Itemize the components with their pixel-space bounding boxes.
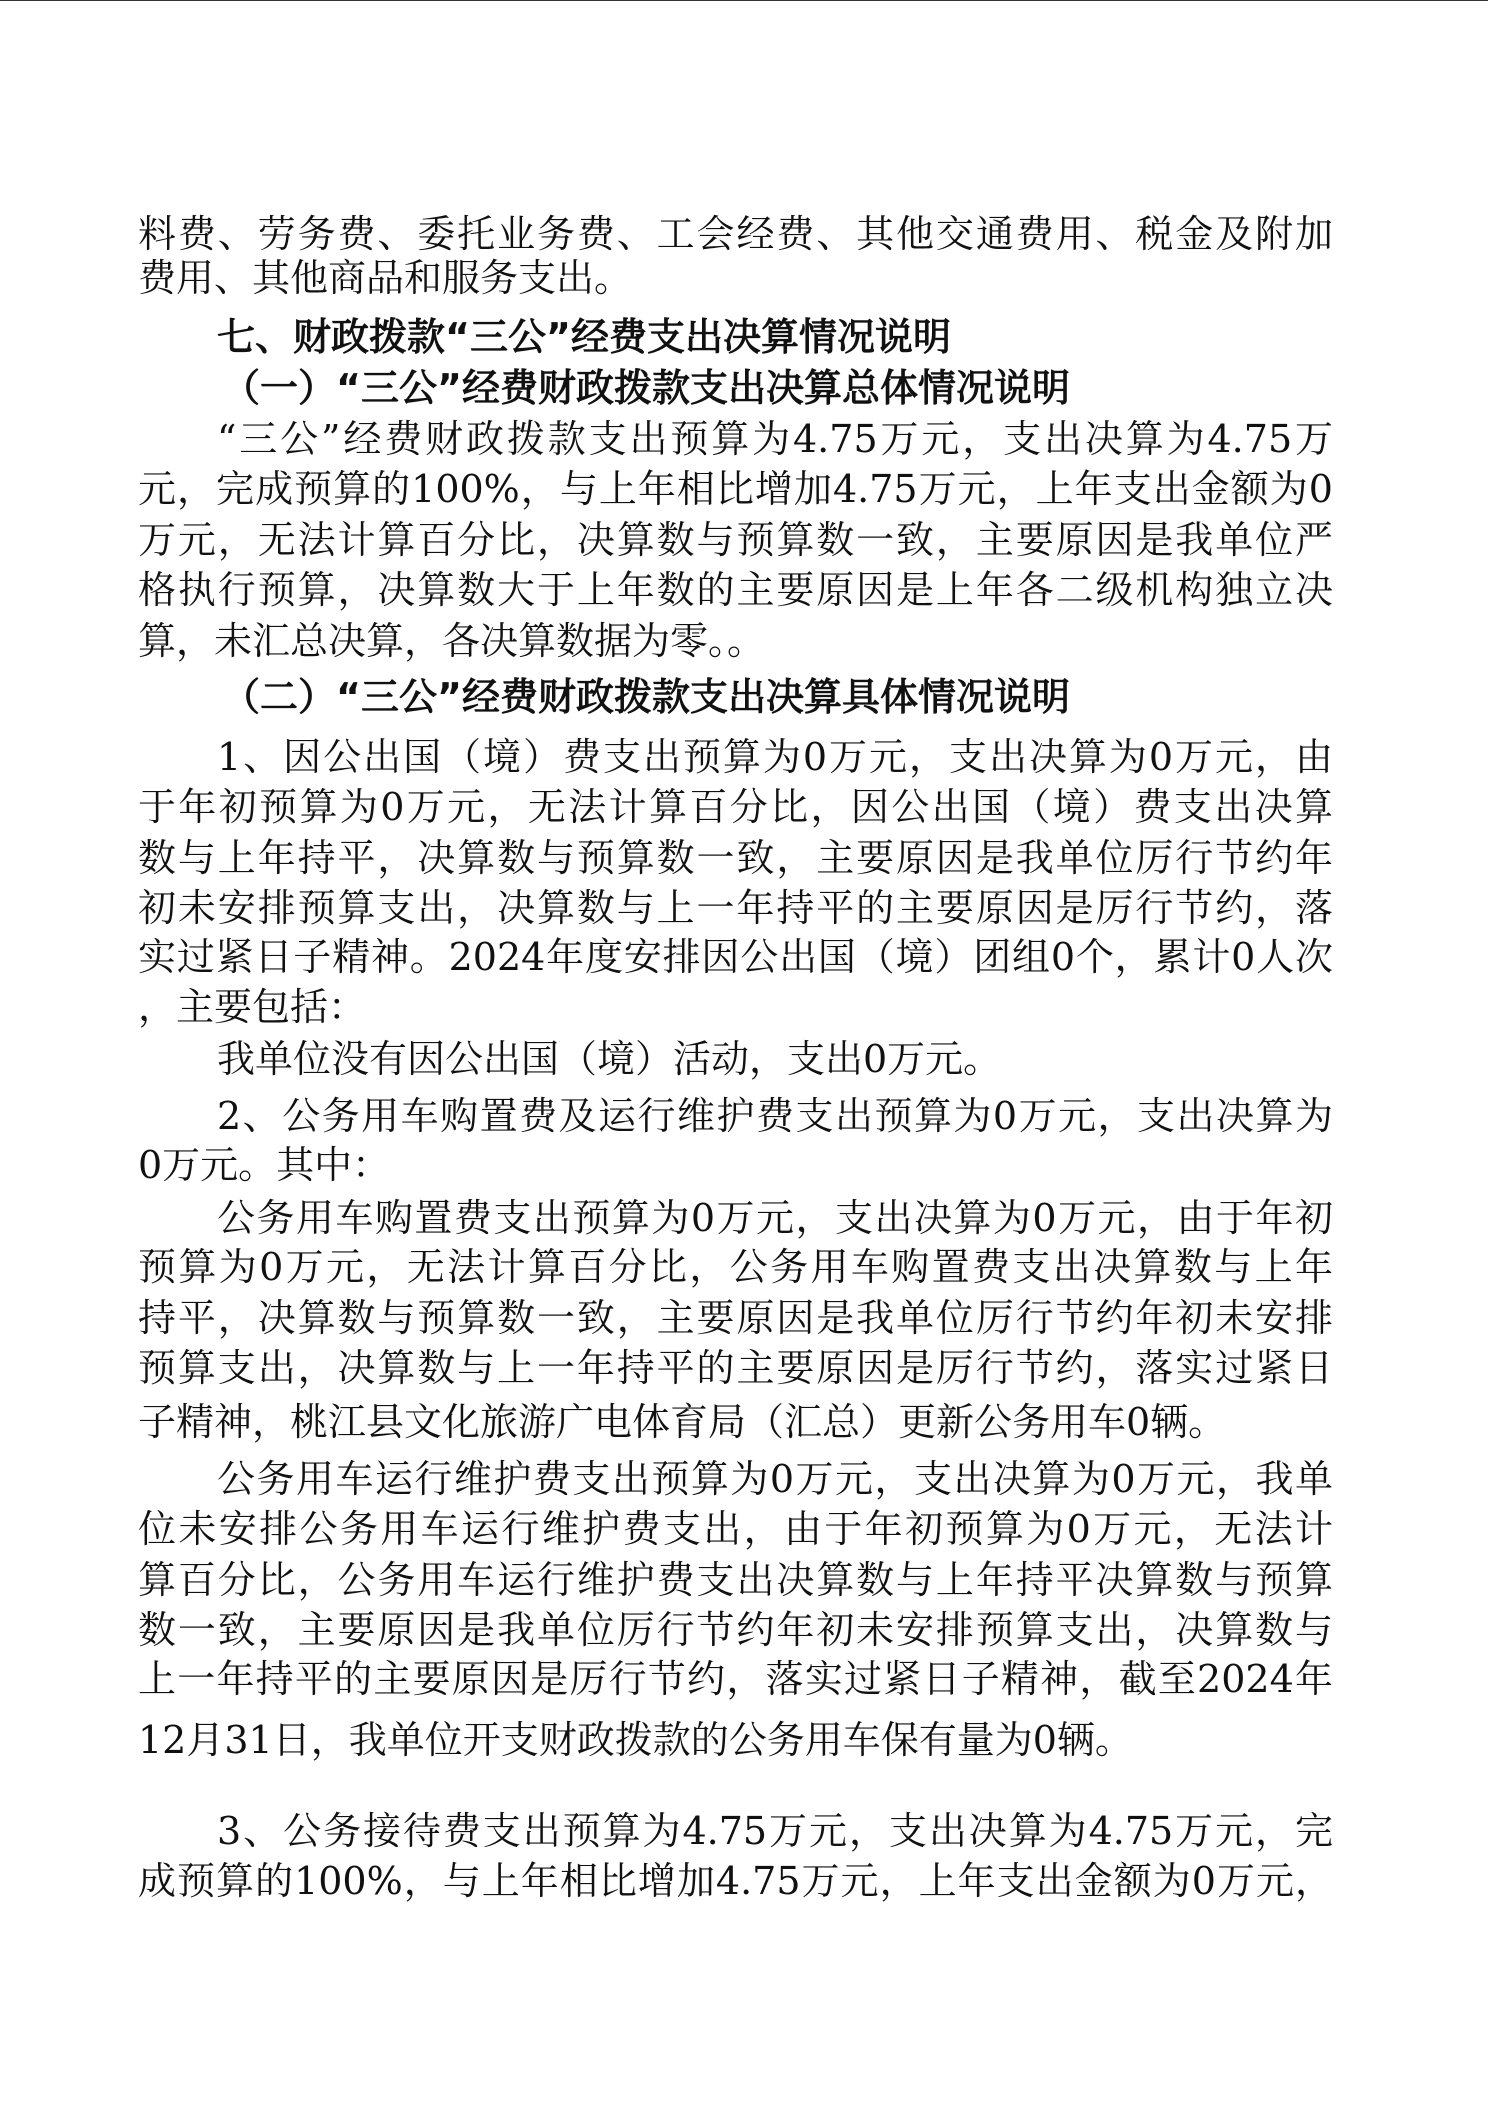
section-heading: 七、财政拨款“三公”经费支出决算情况说明 (217, 315, 951, 359)
text-line: 万元，无法计算百分比，决算数与预算数一致，主要原因是我单位严 (138, 518, 1333, 562)
text-line: 2、公务用车购置费及运行维护费支出预算为0万元，支出决算为 (217, 1094, 1333, 1138)
text-line: 数一致，主要原因是我单位厉行节约年初未安排预算支出，决算数与 (138, 1608, 1333, 1652)
text-line: 公务用车购置费支出预算为0万元，支出决算为0万元，由于年初 (217, 1196, 1333, 1240)
section-heading: （一）“三公”经费财政拨款支出决算总体情况说明 (222, 366, 1070, 410)
text-line: 算，未汇总决算，各决算数据为零。。 (138, 619, 766, 663)
text-line: 0万元。其中： (138, 1143, 391, 1187)
text-line: 位未安排公务用车运行维护费支出，由于年初预算为0万元，无法计 (138, 1507, 1333, 1551)
text-line: 实过紧日子精神。2024年度安排因公出国（境）团组0个，累计0人次 (138, 935, 1333, 979)
text-line: 料费、劳务费、委托业务费、工会经费、其他交通费用、税金及附加 (138, 212, 1333, 256)
text-line: 持平，决算数与预算数一致，主要原因是我单位厉行节约年初未安排 (138, 1296, 1333, 1340)
text-line: “三公”经费财政拨款支出预算为4.75万元，支出决算为4.75万 (217, 417, 1333, 461)
text-line: 1、因公出国（境）费支出预算为0万元，支出决算为0万元，由 (217, 735, 1333, 779)
text-line: 费用、其他商品和服务支出。 (138, 256, 633, 300)
text-line: 预算支出，决算数与上一年持平的主要原因是厉行节约，落实过紧日 (138, 1346, 1333, 1390)
text-line: 预算为0万元，无法计算百分比，公务用车购置费支出决算数与上年 (138, 1245, 1333, 1289)
text-line: 于年初预算为0万元，无法计算百分比，因公出国（境）费支出决算 (138, 785, 1333, 829)
text-line: 成预算的100%，与上年相比增加4.75万元，上年支出金额为0万元， (138, 1859, 1333, 1903)
text-line: 我单位没有因公出国（境）活动，支出0万元。 (217, 1037, 1002, 1081)
text-line: 子精神，桃江县文化旅游广电体育局（汇总）更新公务用车0辆。 (138, 1400, 1227, 1444)
text-line: 3、公务接待费支出预算为4.75万元，支出决算为4.75万元，完 (217, 1809, 1333, 1853)
text-line: ，主要包括： (138, 985, 367, 1029)
text-line: 格执行预算，决算数大于上年数的主要原因是上年各二级机构独立决 (138, 568, 1333, 612)
text-line: 初未安排预算支出，决算数与上一年持平的主要原因是厉行节约，落 (138, 886, 1333, 930)
text-line: 12月31日，我单位开支财政拨款的公务用车保有量为0辆。 (138, 1718, 1133, 1762)
text-line: 元，完成预算的100%，与上年相比增加4.75万元，上年支出金额为0 (138, 467, 1333, 511)
text-line: 公务用车运行维护费支出预算为0万元，支出决算为0万元，我单 (217, 1457, 1333, 1501)
text-line: 数与上年持平，决算数与预算数一致，主要原因是我单位厉行节约年 (138, 836, 1333, 880)
text-line: 上一年持平的主要原因是厉行节约，落实过紧日子精神，截至2024年 (138, 1657, 1333, 1701)
text-line: 算百分比，公务用车运行维护费支出决算数与上年持平决算数与预算 (138, 1558, 1333, 1602)
section-heading: （二）“三公”经费财政拨款支出决算具体情况说明 (222, 675, 1070, 719)
